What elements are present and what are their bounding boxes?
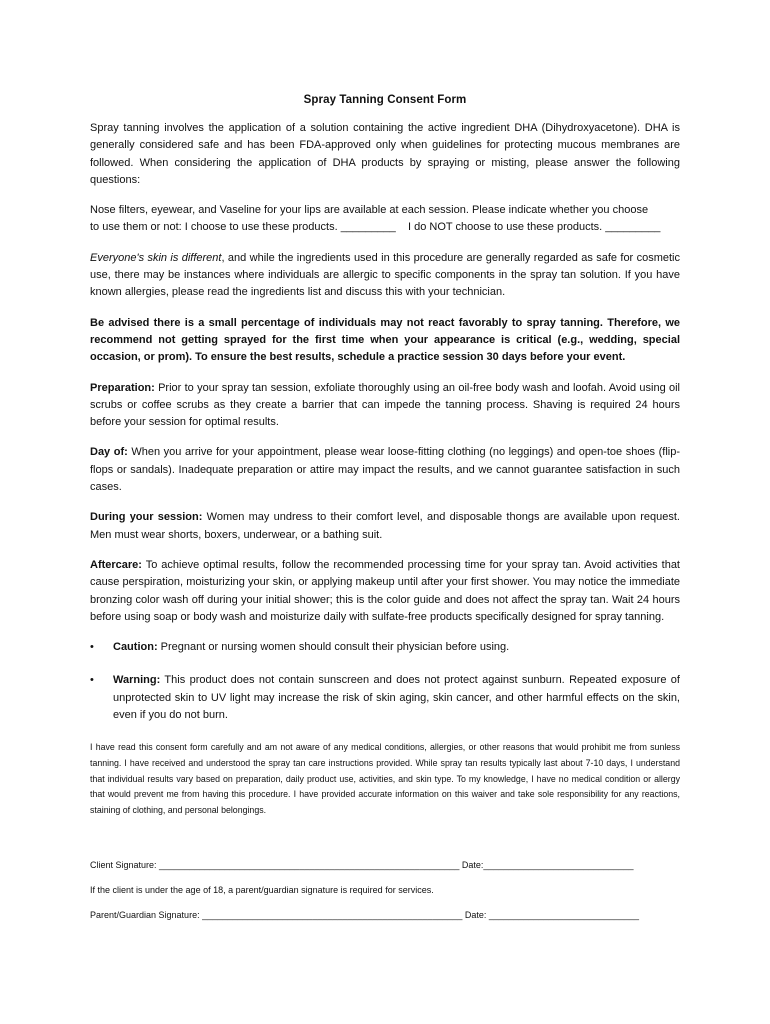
nose-filters-line-1: Nose filters, eyewear, and Vaseline for your lips are available at each session. Please indicate whether you choose	[90, 204, 649, 217]
allergy-text: , and while the ingredients used in this procedure are generally regarded as safe for cosmetic use, there may be instances where individuals are allergic to specific components in the spray tan solution. If you have known allergies, please read the ingredients list and discuss this with your technician.	[90, 251, 681, 299]
consent-statement: I have read this consent form carefully and am not aware of any medical conditions, allergies, or other reasons that would prohibit me from sunless tanning. I have received and understood the spray tan care instructions provided. While spray tan results typically last about 7-10 days, I understand that individual results vary based on preparation, daily product use, activities, and skin type. To my knowledge, I have no medical condition or allergy that would prevent me from having this procedure. I have provided accurate information on this waiver and take sole responsibility for any reactions, staining of clothing, and personal belongings.	[90, 742, 680, 815]
nose-filters-line-2: to use them or not: I choose to use these products. _________ I do NOT choose to use these products. _________	[90, 221, 661, 234]
preparation-text: Prior to your spray tan session, exfoliate thoroughly using an oil-free body wash and loofah. Avoid using oil scrubs or coffee scrubs as they create a barrier that can impede the tanning process. Shaving is required 24 hours before your session for optimal results.	[90, 381, 680, 429]
aftercare-label: Aftercare:	[90, 558, 142, 571]
bullet-icon: •	[90, 674, 94, 687]
day-of-paragraph	[90, 444, 680, 496]
day-of-label: Day of:	[90, 446, 128, 459]
caution-text: Pregnant or nursing women should consult their physician before using.	[157, 641, 510, 654]
allergy-paragraph	[90, 250, 680, 302]
aftercare-text: To achieve optimal results, follow the recommended processing time for your spray tan. Avoid activities that cause perspiration, moisturizing your skin, or applying makeup until after your first shower. You may notice the immediate bronzing color wash off during your initial shower; this is the color guide and does not affect the spray tan. Wait 24 hours before using soap or body wash and moisturize daily with sulfate-free products specifically designed for spray tanning.	[90, 558, 680, 623]
session-paragraph	[90, 509, 680, 544]
allergy-italic-phrase: Everyone's skin is different	[90, 251, 222, 264]
caution-item	[90, 639, 680, 656]
preparation-paragraph	[90, 380, 680, 432]
preparation-label: Preparation:	[90, 381, 155, 394]
guardian-signature-field[interactable]: Parent/Guardian Signature: ____________________________________________________ Date: ______________________________	[90, 910, 640, 921]
form-title: Spray Tanning Consent Form	[303, 94, 467, 106]
client-signature-field[interactable]: Client Signature: ____________________________________________________________ Date:______________________________	[90, 860, 634, 871]
warnings-list	[90, 639, 680, 724]
warning-item	[90, 672, 680, 724]
day-of-text: When you arrive for your appointment, please wear loose-fitting clothing (no leggings) and open-toe shoes (flip-flops or sandals). Inadequate preparation or attire may impact the results, and we cannot guarantee satisfaction in such cases.	[90, 446, 681, 494]
minor-notice: If the client is under the age of 18, a parent/guardian signature is required for services.	[90, 885, 434, 896]
aftercare-paragraph	[90, 557, 680, 626]
session-label: During your session:	[90, 511, 203, 524]
bullet-icon: •	[90, 641, 94, 654]
warning-text: This product does not contain sunscreen and does not protect against sunburn. Repeated exposure of unprotected skin to UV light may increase the risk of skin aging, skin cancer, and other harmful effects on the skin, even if you do not burn.	[113, 674, 680, 722]
advisory-paragraph: Be advised there is a small percentage of individuals may not react favorably to spray tanning. Therefore, we recommend not getting sprayed for the first time when your appearance is critical (e.g., wedding, special occasion, or prom). To ensure the best results, schedule a practice session 30 days before your event.	[90, 316, 680, 364]
nose-filters-paragraph	[90, 202, 680, 237]
session-text: Women may undress to their comfort level, and disposable thongs are available upon request. Men must wear shorts, boxers, underwear, or a bathing suit.	[90, 511, 680, 541]
intro-paragraph: Spray tanning involves the application of a solution containing the active ingredient DHA (Dihydroxyacetone). DHA is generally considered safe and has been FDA-approved only when guidelines for protecting mucous membranes are followed. When considering the application of DHA products by spraying or misting, please answer the following questions:	[90, 122, 680, 186]
consent-form-page	[90, 94, 680, 922]
caution-label: Caution:	[113, 641, 158, 654]
warning-label: Warning:	[113, 674, 161, 687]
